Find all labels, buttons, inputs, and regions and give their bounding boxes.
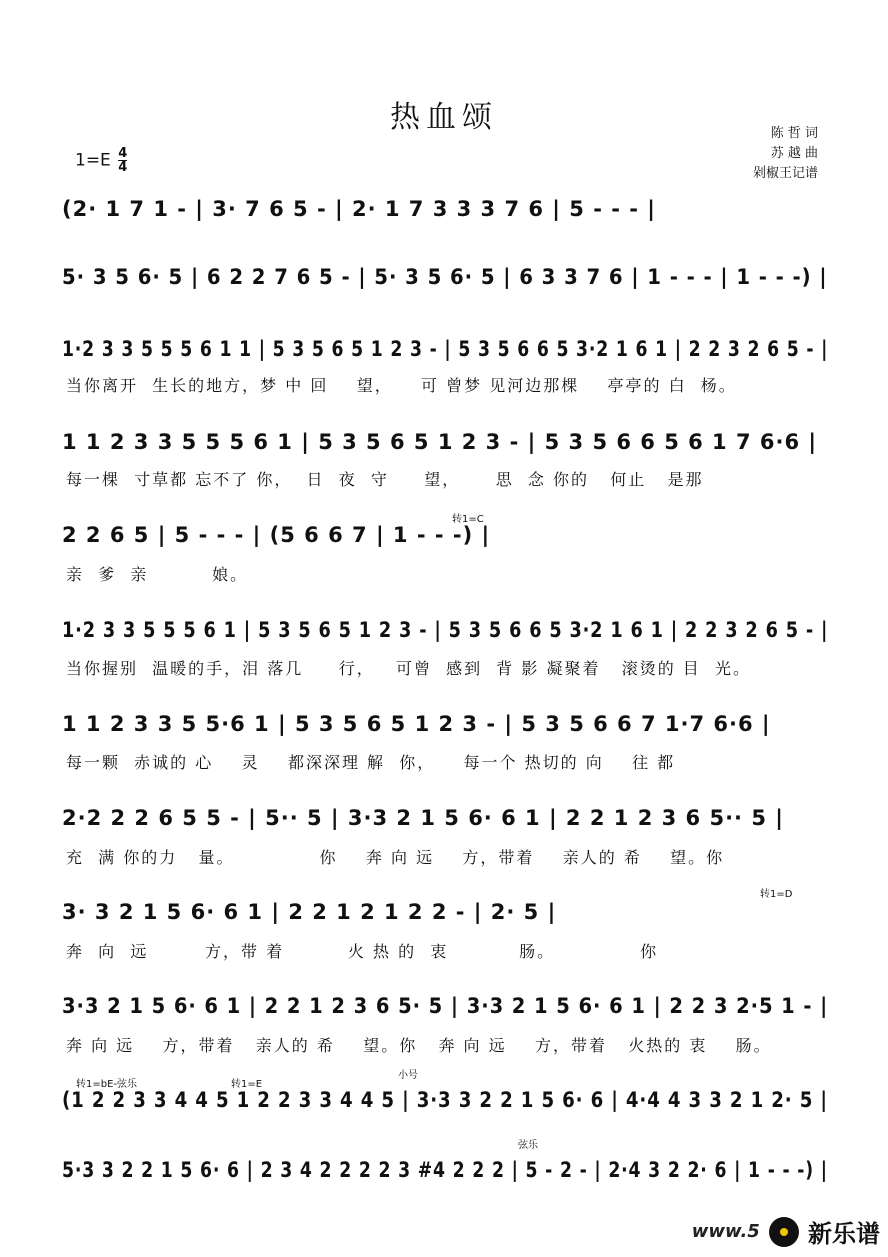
lyric-line-5: 每一颗 赤诚的 心 灵 都深深理 解 你， 每一个 热切的 向 往 都 <box>66 753 676 772</box>
lyric-line-6: 充 满 你的力 量。 你 奔 向 远 方，带着 亲人的 希 望。你 <box>66 848 725 867</box>
music-line-1: (2· 1 7 1 - | 3· 7 6 5 - | 2· 1 7 3 3 3 7 6 | 5 - - - | <box>62 197 656 221</box>
lyric-line-7: 奔 向 远 方，带 着 火 热 的 衷 肠。 你 <box>66 942 659 961</box>
music-line-10: 3·3 2 1 5 6· 6 1 | 2 2 1 2 3 6 5· 5 | 3·3 2 1 5 6· 6 1 | 2 2 3 2·5 1 - | <box>62 994 829 1018</box>
music-line-9: 3· 3 2 1 5 6· 6 1 | 2 2 1 2 1 2 2 - | 2· 5 | <box>62 900 557 924</box>
credits <box>753 124 818 184</box>
music-line-11: (1 2 2 3 3 4 4 5 1 2 2 3 3 4 4 5 | 3·3 3 2 2 1 5 6· 6 | 4·4 4 3 3 2 1 2· 5 | <box>62 1088 828 1112</box>
modulation-e-note: 转1=E <box>231 1079 263 1090</box>
lyric-line-8: 奔 向 远 方，带着 亲人的 希 望。你 奔 向 远 方，带着 火热的 衷 肠。 <box>66 1036 772 1055</box>
music-line-4: 1 1 2 3 3 5 5 5 6 1 | 5 3 5 6 5 1 2 3 - | 5 3 5 6 6 5 6 1 7 6·6 | <box>62 430 818 454</box>
lyricist: 陈 哲 词 <box>770 126 818 141</box>
music-line-12: 5·3 3 2 2 1 5 6· 6 | 2 3 4 2 2 2 2 3 #4 2 2 2 | 5 - 2 - | 2·4 3 2 2· 6 | 1 - - -) | <box>62 1158 828 1182</box>
music-line-2: 5· 3 5 6· 5 | 6 2 2 7 6 5 - | 5· 3 5 6· 5 | 6 3 3 7 6 | 1 - - - | 1 - - -) | <box>62 265 828 289</box>
song-title: 热血颂 <box>390 100 498 135</box>
music-line-8: 2·2 2 2 6 5 5 - | 5·· 5 | 3·3 2 1 5 6· 6 1 | 2 2 1 2 3 6 5·· 5 | <box>62 806 784 830</box>
lyric-line-3: 亲 爹 亲 娘。 <box>66 565 249 584</box>
time-numerator: 4 <box>118 146 128 161</box>
music-line-7: 1 1 2 3 3 5 5·6 1 | 5 3 5 6 5 1 2 3 - | 5 3 5 6 6 7 1·7 6·6 | <box>62 712 771 736</box>
transcriber: 剁椒王记谱 <box>752 166 818 181</box>
lyric-line-4: 当你握别 温暖的手，泪 落几 行， 可曾 感到 背 影 凝聚着 滚烫的 目 光。 <box>66 659 751 678</box>
modulation-be-note: 转1=bE-弦乐 <box>76 1079 138 1090</box>
lyric-line-1: 当你离开 生长的地方，梦 中 回 望， 可 曾梦 见河边那棵 亭亭的 白 杨。 <box>66 376 737 395</box>
key-label: 1=E <box>75 150 111 171</box>
modulation-d-note: 转1=D <box>760 889 793 900</box>
time-signature <box>118 147 127 174</box>
time-denominator: 4 <box>118 160 128 175</box>
lyric-line-2: 每一棵 寸草都 忘不了 你， 日 夜 守 望， 思 念 你的 何止 是那 <box>66 470 704 489</box>
modulation-c-note: 转1=C <box>452 514 484 525</box>
watermark-brand: 新乐谱 <box>808 1220 880 1248</box>
music-line-5: 2 2 6 5 | 5 - - - | (5 6 6 7 | 1 - - -) | <box>62 523 491 547</box>
composer: 苏 越 曲 <box>770 146 818 161</box>
trumpet-note: 小号 <box>398 1070 418 1081</box>
key-signature <box>75 147 127 174</box>
music-line-3: 1·2 3 3 5 5 5 6 1 1 | 5 3 5 6 5 1 2 3 - | 5 3 5 6 6 5 3·2 1 6 1 | 2 2 3 2 6 5 - | <box>62 337 829 361</box>
music-line-6: 1·2 3 3 5 5 5 6 1 | 5 3 5 6 5 1 2 3 - | 5 3 5 6 6 5 3·2 1 6 1 | 2 2 3 2 6 5 - | <box>62 618 829 642</box>
watermark-url: www.5 <box>691 1221 760 1242</box>
strings-note: 弦乐 <box>518 1140 538 1151</box>
site-watermark <box>692 1214 880 1254</box>
record-logo-icon <box>769 1217 799 1247</box>
